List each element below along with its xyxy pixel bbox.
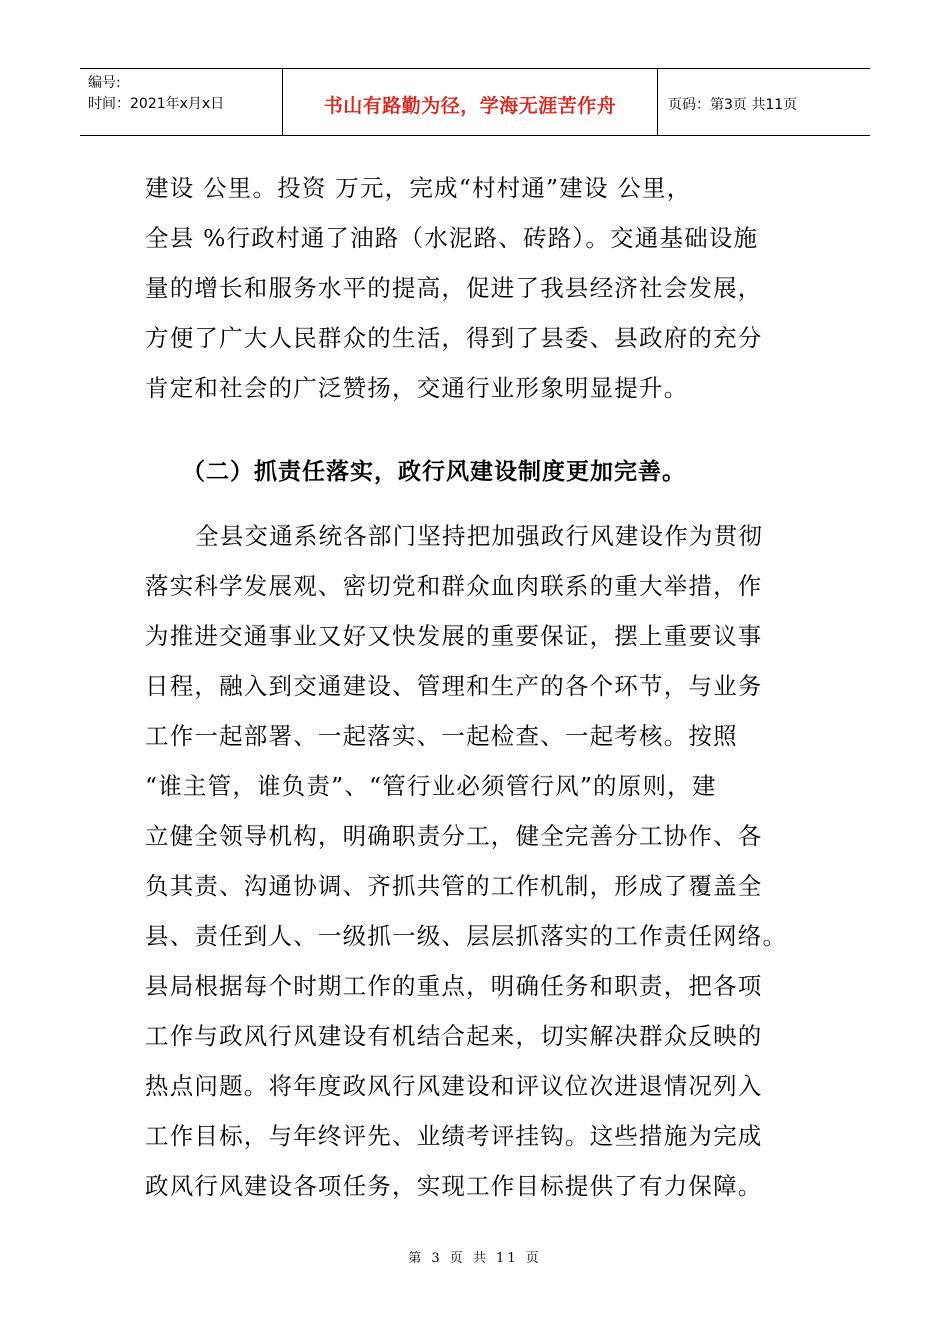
paragraph-line: 方便了广大人民群众的生活，得到了县委、县政府的充分 xyxy=(145,324,763,352)
header-meta xyxy=(80,69,283,135)
paragraph-line: 全县 %行政村通了油路（水泥路、砖路）。交通基础设施 xyxy=(145,224,759,252)
header-page-info: 页码：第3页 共11页 xyxy=(668,97,798,113)
page-footer: 第 3 页 共 11 页 xyxy=(408,1251,542,1266)
paragraph-line: 县、责任到人、一级抓一级、层层抓落实的工作责任网络。 xyxy=(145,922,788,950)
paragraph-line: 落实科学发展观、密切党和群众血肉联系的重大举措，作 xyxy=(145,572,763,600)
paragraph-line: 工作一起部署、一起落实、一起检查、一起考核。按照 xyxy=(145,722,738,750)
paragraph-line: 工作与政风行风建设有机结合起来，切实解决群众反映的 xyxy=(145,1022,763,1050)
document-code-label: 编号: xyxy=(88,75,121,91)
paragraph-line: 为推进交通事业又好又快发展的重要保证，摆上重要议事 xyxy=(145,622,763,650)
section-heading: （二）抓责任落实，政行风建设制度更加完善。 xyxy=(182,459,686,485)
paragraph-2 xyxy=(145,511,805,1211)
document-body xyxy=(145,163,805,1211)
paragraph-line: 立健全领导机构，明确职责分工，健全完善分工协作、各 xyxy=(145,822,763,850)
paragraph-line: “谁主管，谁负责”、“管行业必须管行风”的原则，建 xyxy=(145,772,717,800)
paragraph-line: 量的增长和服务水平的提高，促进了我县经济社会发展， xyxy=(145,274,763,302)
paragraph-line: 负其责、沟通协调、齐抓共管的工作机制，形成了覆盖全 xyxy=(145,872,763,900)
paragraph-line: 日程，融入到交通建设、管理和生产的各个环节，与业务 xyxy=(145,672,763,700)
header-page-cell xyxy=(658,69,870,135)
paragraph-line: 县局根据每个时期工作的重点，明确任务和职责，把各项 xyxy=(145,972,763,1000)
paragraph-line: 肯定和社会的广泛赞扬，交通行业形象明显提升。 xyxy=(145,374,689,402)
document-date-label: 时间：2021年x月x日 xyxy=(88,96,225,112)
paragraph-line: 政风行风建设各项任务，实现工作目标提供了有力保障。 xyxy=(145,1172,763,1200)
header-motto: 书山有路勤为径，学海无涯苦作舟 xyxy=(323,94,617,117)
paragraph-line: 全县交通系统各部门坚持把加强政行风建设作为贯彻 xyxy=(195,522,764,550)
paragraph-line: 工作目标，与年终评先、业绩考评挂钩。这些措施为完成 xyxy=(145,1122,763,1150)
page-header xyxy=(80,68,870,136)
paragraph-1 xyxy=(145,163,805,413)
header-motto-cell xyxy=(283,69,658,135)
paragraph-line: 热点问题。将年度政风行风建设和评议位次进退情况列入 xyxy=(145,1072,763,1100)
paragraph-line: 建设 公里。投资 万元，完成“村村通”建设 公里， xyxy=(145,174,692,202)
